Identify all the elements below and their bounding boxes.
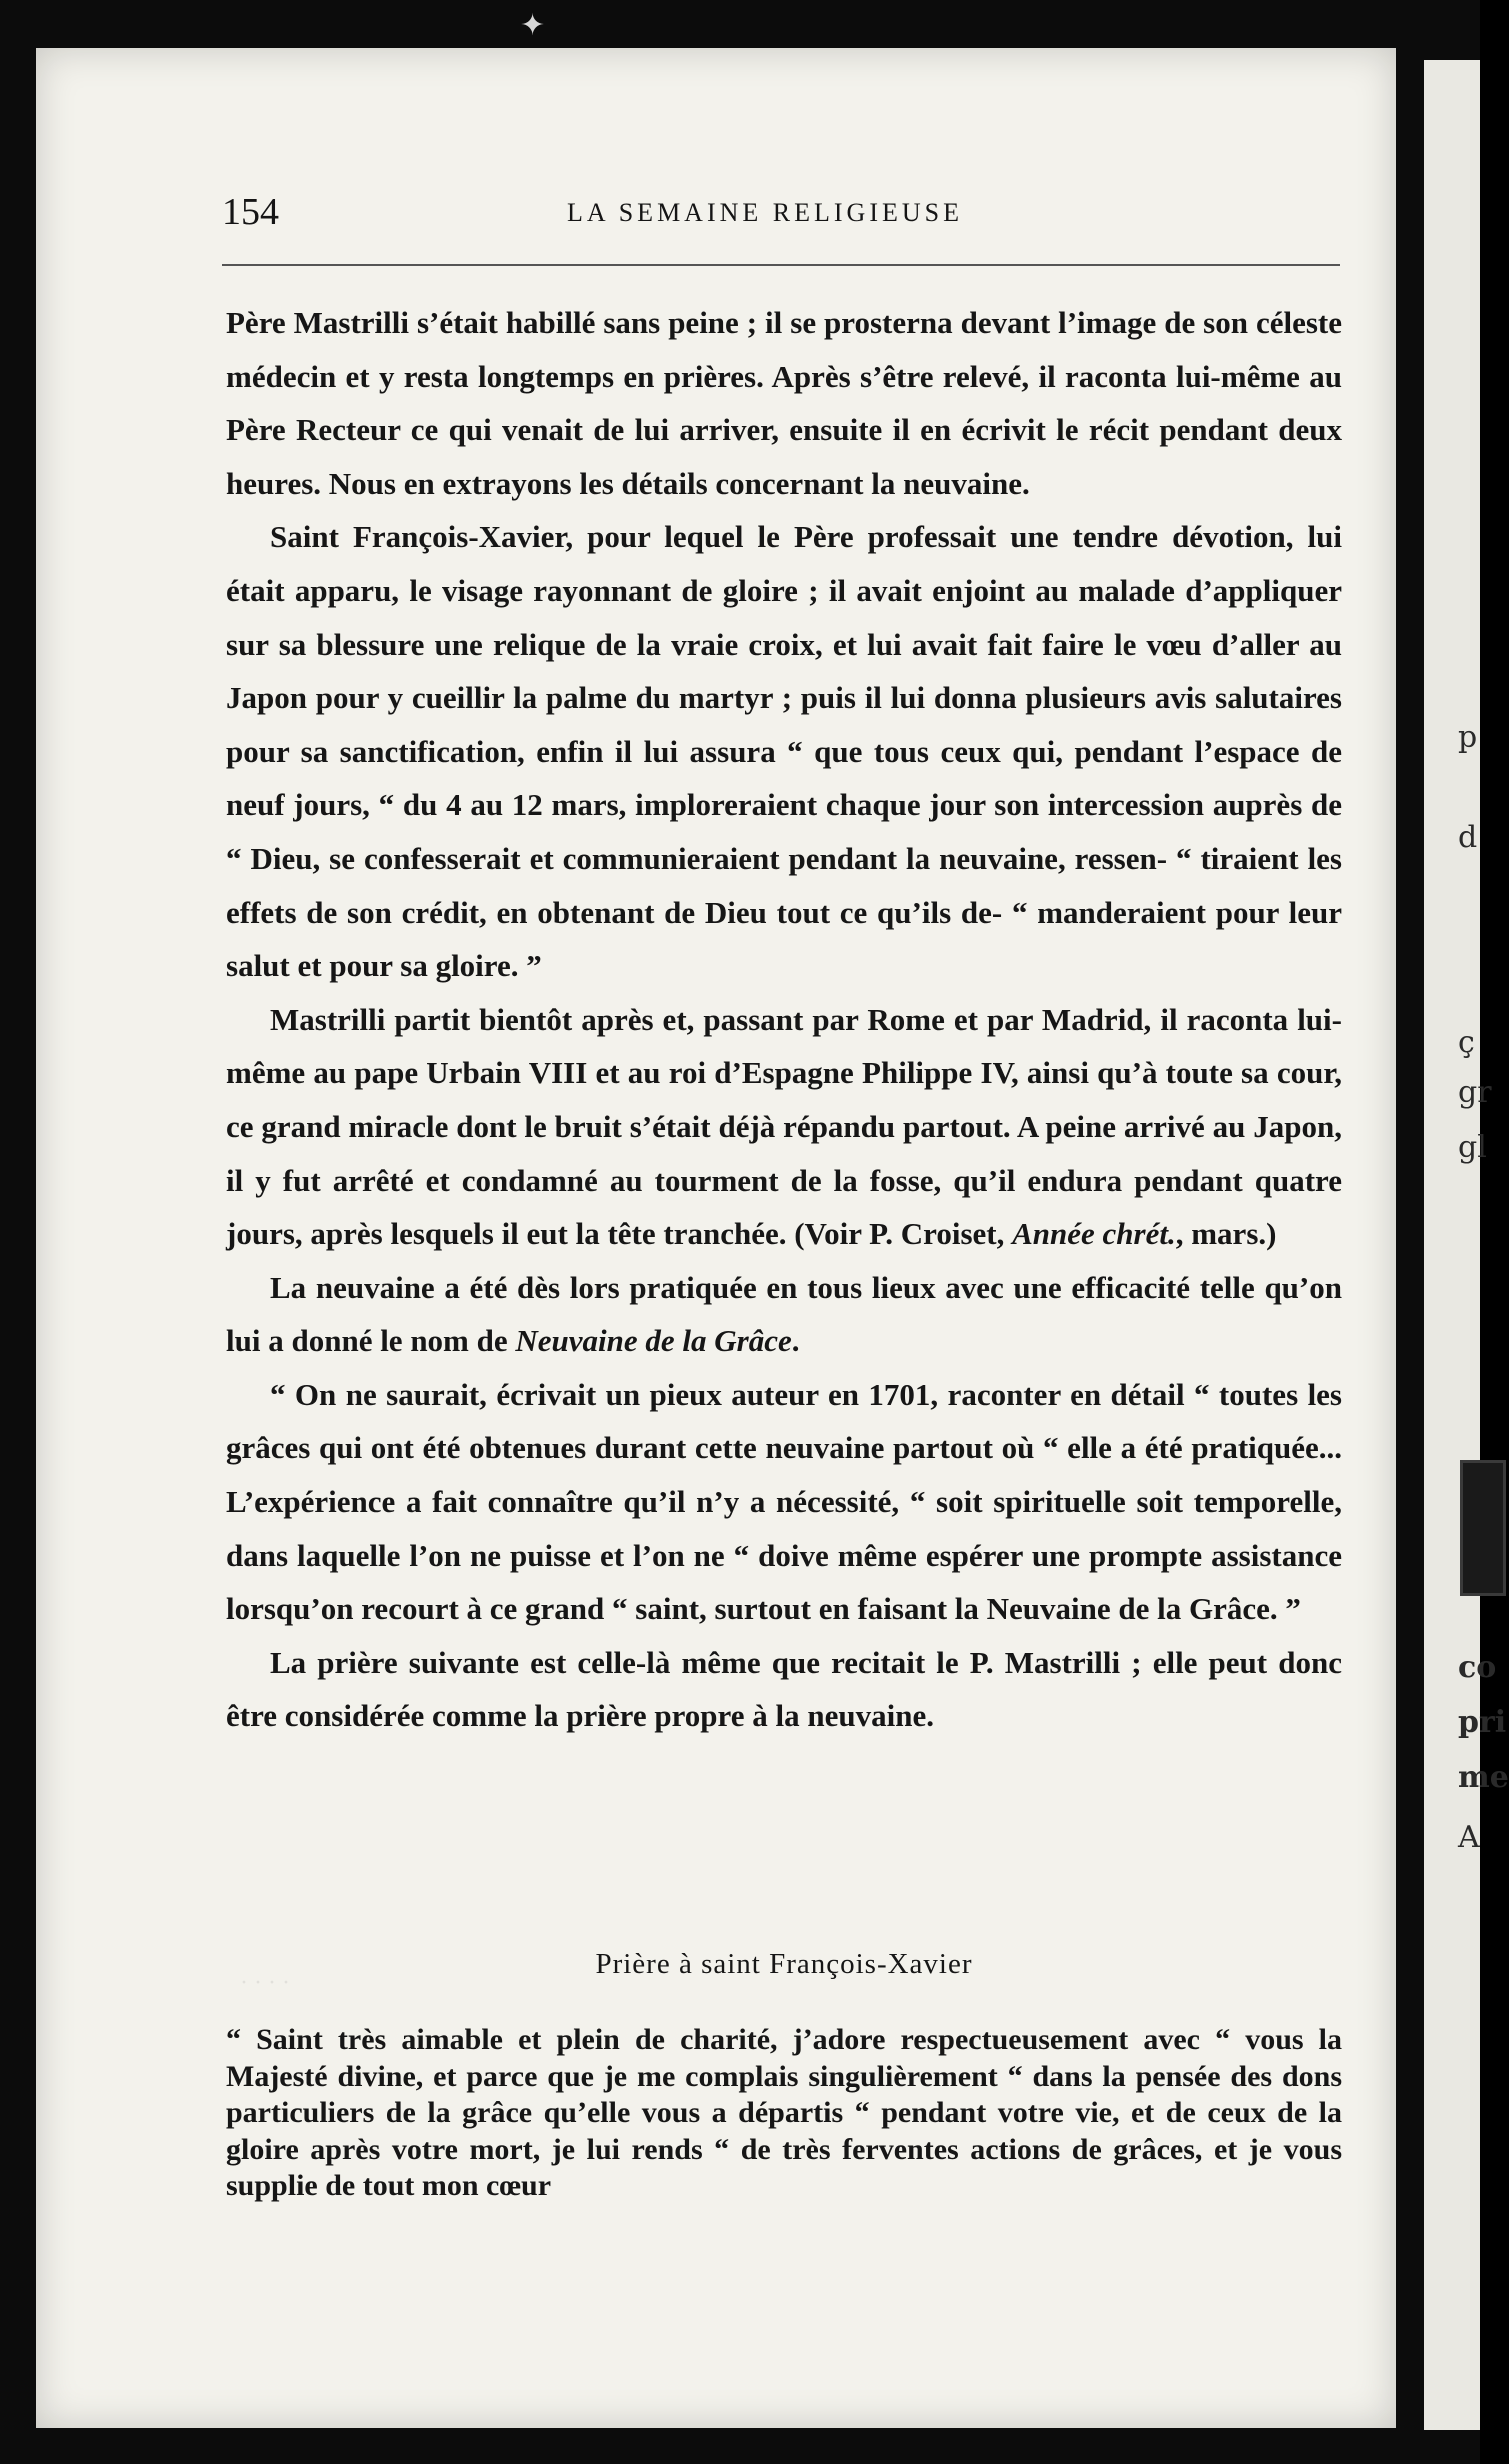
facing-page-fragment: gr — [1458, 1075, 1492, 1110]
facing-page-fragment: pri — [1458, 1705, 1507, 1740]
paragraph — [226, 993, 1342, 1261]
facing-page-fragment: A — [1458, 1820, 1480, 1855]
paragraph-text: , mars.) — [1175, 1216, 1277, 1252]
facing-page-fragment: ç — [1458, 1025, 1475, 1060]
page-number: 154 — [222, 191, 279, 233]
facing-page-fragment: gl — [1458, 1130, 1487, 1165]
running-head — [190, 190, 1340, 246]
quotation-paragraph: “ On ne saurait, écrivait un pieux auteur en 1701, raconter en détail “ toutes les grâces qui ont été obtenues durant cette neuvaine partout où “ elle a été pratiquée... L’expérience a fait connaître qu’il n’y a nécessité, “ soit spirituelle soit temporelle, dans laquelle l’on ne puisse et l’on ne “ doive même espérer une prompte assistance lorsqu’on recourt à ce grand “ saint, surtout en faisant la Neuvaine de la Grâce. ” — [226, 1376, 1342, 1627]
header-rule — [222, 264, 1340, 266]
citation-italic: Année chrét. — [1012, 1216, 1176, 1252]
paragraph: Père Mastrilli s’était habillé sans peine ; il se prosterna devant l’image de son céleste médecin et y resta longtemps en prières. Après s’être relevé, il raconta lui-même au Père Recteur ce qui venait de lui arriver, ensuite il en écrivit le récit pendant deux heures. Nous en extrayons les détails concernant la neuvaine. — [226, 305, 1342, 501]
paragraph-text: Mastrilli partit bientôt après et, passant par Rome et par Madrid, il raconta lui-même au pape Urbain VIII et au roi d’Espagne Philippe IV, ainsi qu’à toute sa cour, ce grand miracle dont le bruit s’était déjà répandu partout. A peine arrivé au Japon, il y fut arrêté et condamné au tourment de la fosse, qu’il endura pendant quatre jours, après lesquels il eut la tête tranchée. (Voir P. Croiset, — [226, 1001, 1342, 1252]
facing-page-fragment: p — [1458, 720, 1478, 755]
prayer-text-block — [226, 2022, 1342, 2205]
facing-page-fragment: co — [1458, 1650, 1497, 1685]
paragraph: Saint François-Xavier, pour lequel le Père professait une tendre dévotion, lui était apparu, le visage rayonnant de gloire ; il avait enjoint au malade d’appliquer sur sa blessure une relique de la vraie croix, et lui avait fait faire le vœu d’aller au Japon pour y cueillir la palme du martyr ; puis il lui donna plusieurs avis salutaires pour sa sanctification, enfin il lui assura “ que tous ceux qui, pendant l’espace de neuf jours, “ du 4 au 12 mars, imploreraient chaque jour son intercession auprès de “ Dieu, se confesserait et communieraient pendant la neuvaine, ressen- “ tiraient les effets de son crédit, en obtenant de Dieu tout ce qu’ils de- “ manderaient pour leur salut et pour sa gloire. ” — [226, 519, 1342, 984]
paragraph-text: La neuvaine a été dès lors pratiquée en tous lieux avec une efficacité telle qu’on lui a donné le nom de — [226, 1269, 1342, 1359]
prayer-text: “ Saint très aimable et plein de charité, j’adore respectueusement avec “ vous la Majesté divine, et parce que je me complais singulièrement “ dans la pensée des dons particuliers de la grâce qu’elle vous a départis “ pendant votre vie, et de ceux de la gloire après votre mort, je lui rends “ de très ferventes actions de grâces, et je vous supplie de tout mon cœur — [226, 2023, 1342, 2203]
facing-page-fragment: me — [1458, 1760, 1509, 1795]
prayer-heading: Prière à saint François-Xavier — [595, 1948, 973, 1980]
facing-page-fragment: d — [1458, 820, 1478, 855]
running-title: LA SEMAINE RELIGIEUSE — [567, 198, 963, 227]
facing-page-edge — [1424, 60, 1480, 2430]
show-through-text: · · · · — [240, 1970, 290, 1996]
paragraph-text: . — [791, 1323, 800, 1359]
body-text — [226, 296, 1342, 1743]
scanner-clip-icon: ✦ — [520, 8, 546, 43]
paragraph — [226, 1261, 1342, 1368]
title-italic: Neuvaine de la Grâce — [515, 1323, 792, 1359]
facing-page-drop-cap — [1460, 1460, 1506, 1596]
paragraph: La prière suivante est celle-là même que recitait le P. Mastrilli ; elle peut donc être considérée comme la prière propre à la neuvaine. — [226, 1644, 1342, 1734]
